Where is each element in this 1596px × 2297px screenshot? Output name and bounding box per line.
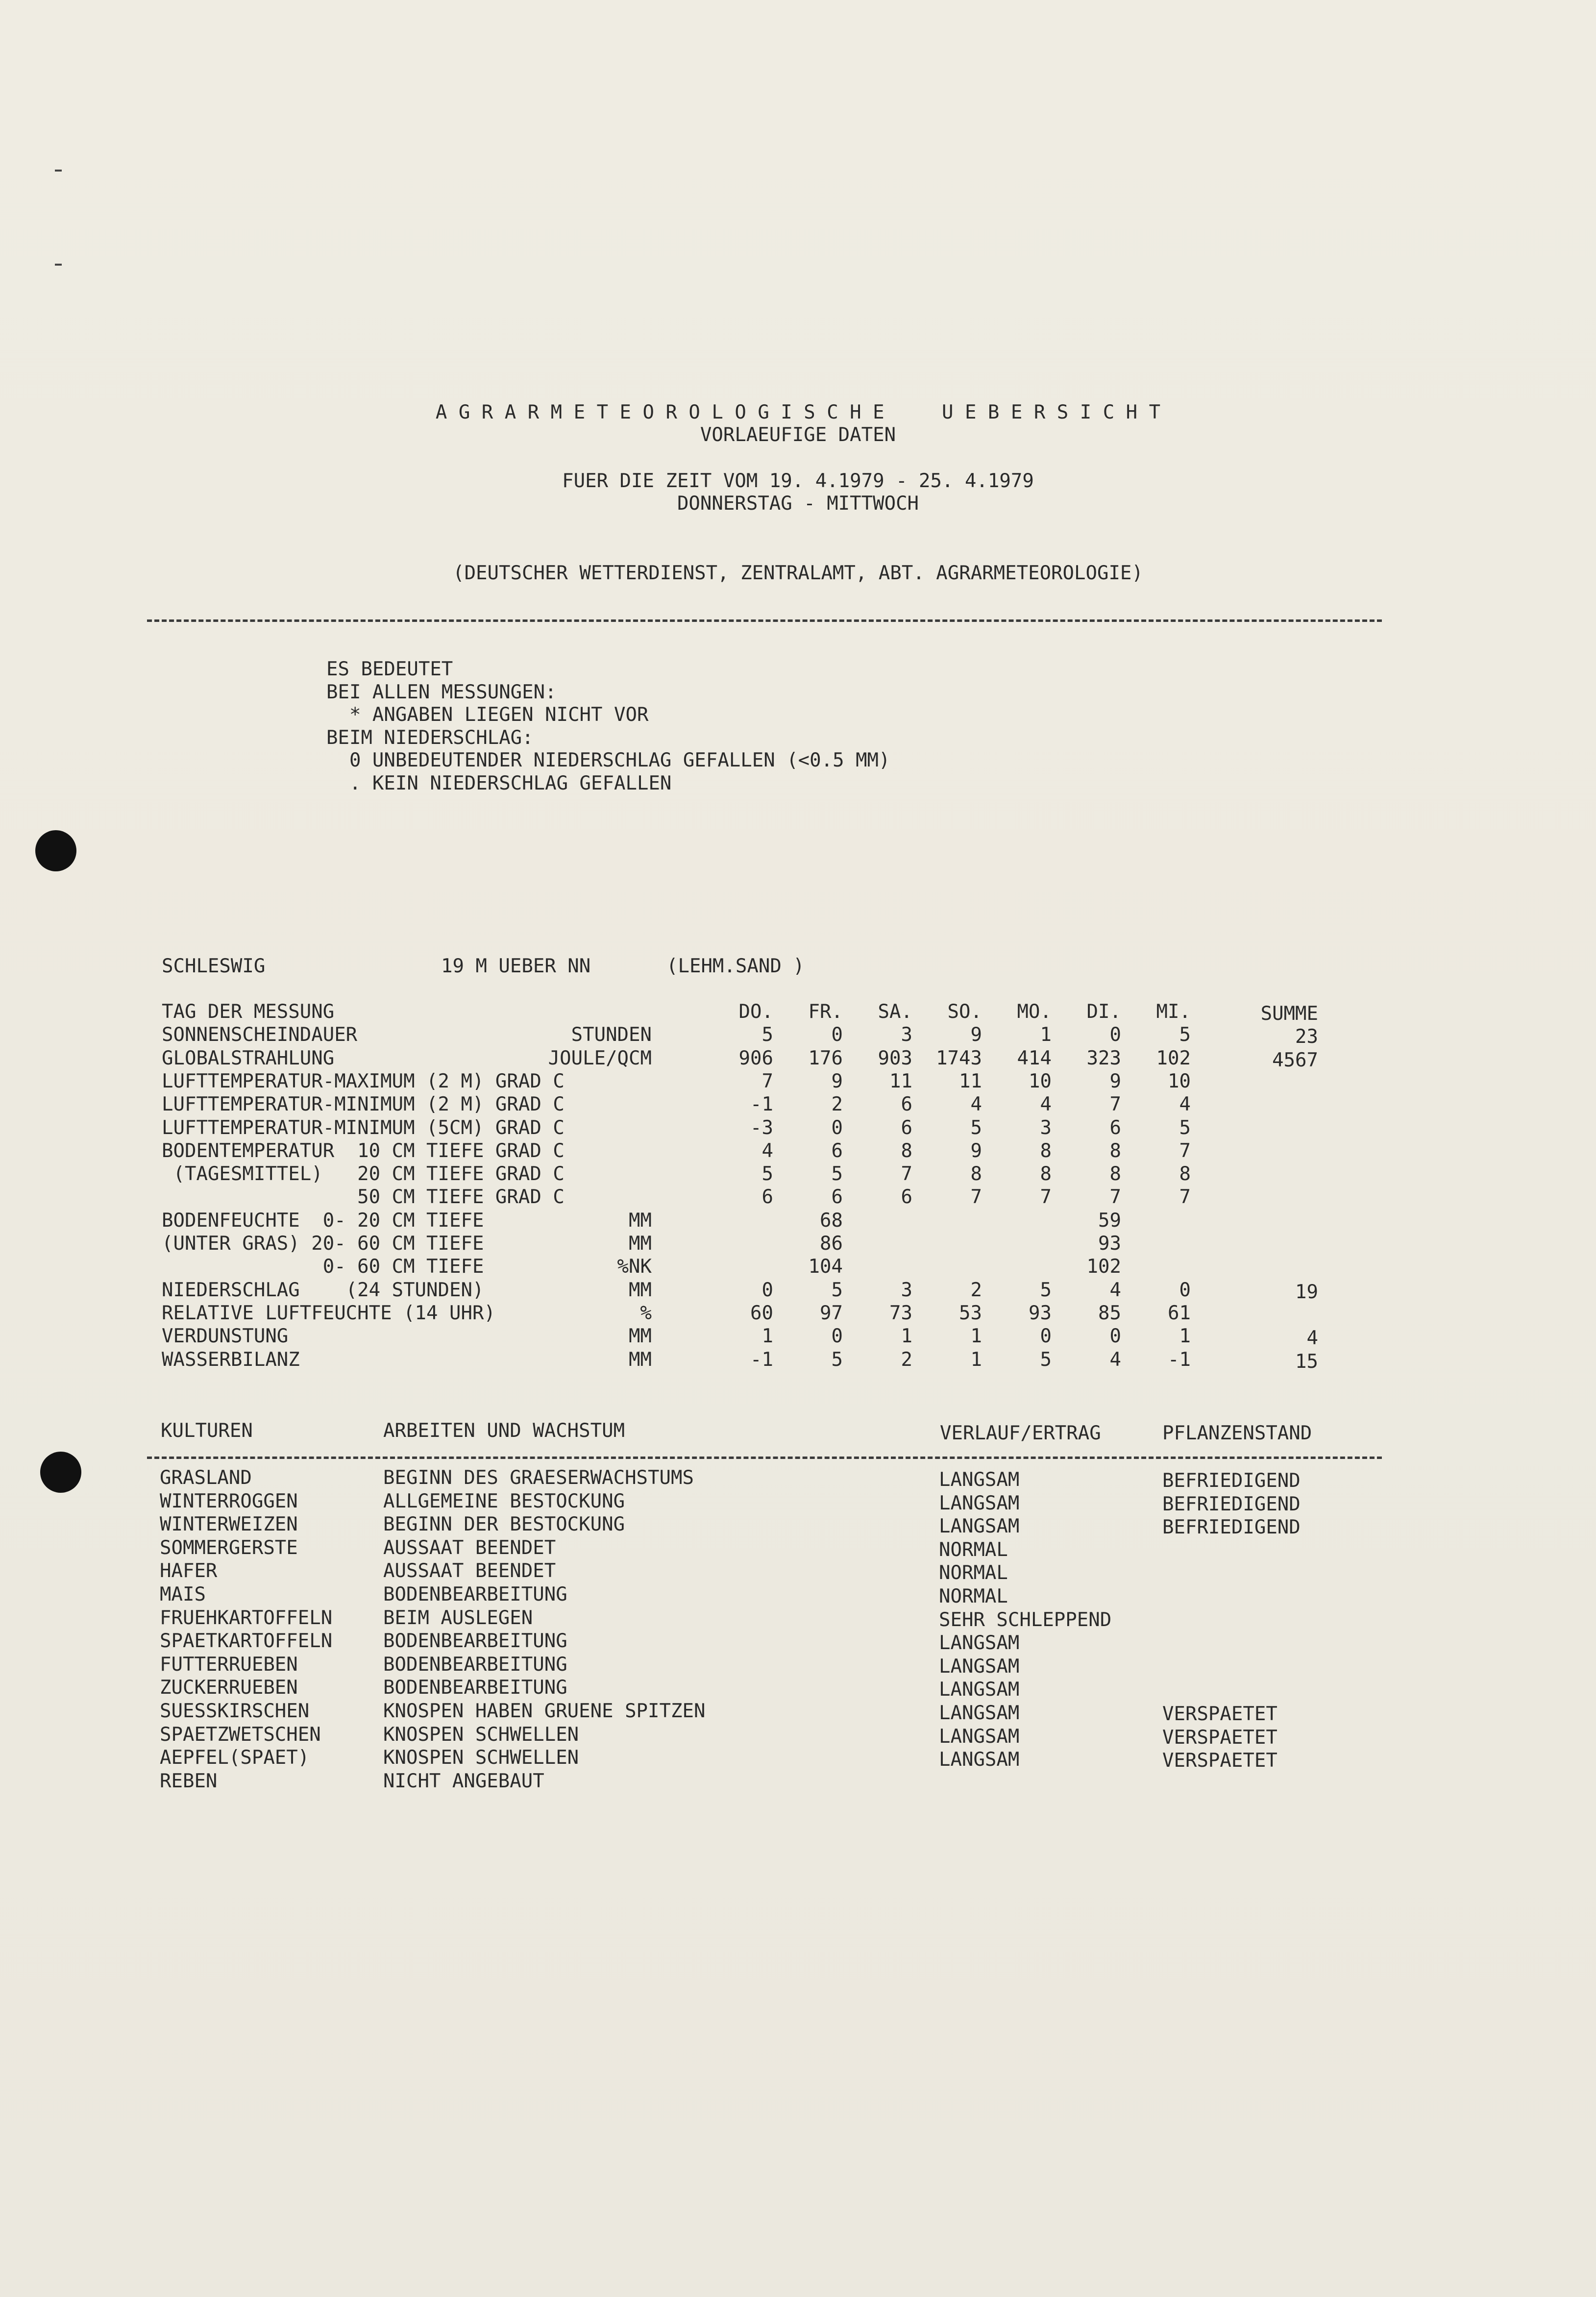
measure-value: 8 [1109,1163,1121,1186]
crop-name: SPAETZWETSCHEN [160,1723,321,1746]
measure-value: 9 [970,1024,982,1046]
punch-hole [35,830,76,871]
measure-value: 0 [1179,1279,1191,1301]
measure-label: LUFTTEMPERATUR-MAXIMUM (2 M) GRAD C [162,1070,565,1092]
legend-line: * ANGABEN LIEGEN NICHT VOR [326,704,649,726]
divider [147,619,1382,622]
measure-label: BODENTEMPERATUR 10 CM TIEFE GRAD C [162,1139,565,1162]
measure-value: 5 [970,1116,982,1139]
measure-unit: MM [629,1348,652,1371]
measure-value: 102 [1086,1256,1121,1278]
measure-value: 93 [1098,1233,1121,1255]
measure-label: 50 CM TIEFE GRAD C [162,1186,565,1209]
measure-value: 6 [1109,1116,1121,1139]
measure-value: 176 [808,1047,843,1069]
crop-progress: NORMAL [939,1538,1008,1561]
crop-progress: LANGSAM [939,1702,1020,1724]
measure-value: 8 [1040,1139,1052,1162]
measure-label: NIEDERSCHLAG (24 STUNDEN) [162,1279,484,1301]
measure-value: -1 [1168,1348,1191,1371]
measure-value: 7 [970,1186,982,1209]
measure-value: -1 [750,1348,773,1371]
measure-sum: 4567 [1272,1049,1318,1071]
measure-value: 59 [1098,1209,1121,1232]
crop-name: HAFER [160,1560,218,1582]
measure-sum: 19 [1295,1281,1318,1303]
measure-unit: STUNDEN [571,1024,652,1046]
day-header: MI. [1156,1001,1191,1023]
crop-stand: VERSPAETET [1162,1726,1277,1749]
crop-work: BEGINN DES GRAESERWACHSTUMS [383,1467,694,1489]
measure-value: 4 [1109,1279,1121,1301]
measure-value: 2 [970,1279,982,1301]
measure-value: 5 [831,1348,843,1371]
measure-value: 3 [1040,1116,1052,1139]
crops-header-work: ARBEITEN UND WACHSTUM [383,1420,625,1442]
day-header: DO. [738,1001,773,1023]
crop-name: MAIS [160,1583,206,1605]
crop-progress: LANGSAM [939,1725,1020,1748]
crop-progress: NORMAL [939,1562,1008,1584]
measure-value: 323 [1086,1047,1121,1069]
report-days: DONNERSTAG - MITTWOCH [677,493,919,515]
measure-value: 4 [761,1139,773,1162]
crop-work: BEGINN DER BESTOCKUNG [383,1513,625,1536]
measure-value: 1743 [936,1047,982,1069]
report-subtitle: VORLAEUFIGE DATEN [700,424,896,446]
crop-name: SPAETKARTOFFELN [160,1630,333,1653]
measure-value: 6 [901,1093,912,1116]
measure-value: 73 [889,1302,912,1324]
measure-value: 6 [831,1139,843,1162]
measure-value: 1 [901,1325,912,1348]
measure-value: 4 [970,1093,982,1116]
measure-unit: MM [629,1279,652,1301]
measure-value: 93 [1029,1302,1052,1324]
crop-work: BODENBEARBEITUNG [383,1653,567,1676]
day-header: SA. [878,1001,912,1023]
crop-work: AUSSAAT BEENDET [383,1536,556,1559]
legend-line: . KEIN NIEDERSCHLAG GEFALLEN [326,772,672,794]
measure-value: 5 [1040,1279,1052,1301]
crop-name: WINTERWEIZEN [160,1513,298,1536]
measure-value: 85 [1098,1302,1121,1324]
crop-stand: BEFRIEDIGEND [1162,1493,1301,1515]
measure-value: 0 [831,1325,843,1348]
measure-label: (UNTER GRAS) 20- 60 CM TIEFE [162,1233,484,1255]
report-period: FUER DIE ZEIT VOM 19. 4.1979 - 25. 4.1979 [562,470,1034,492]
day-header: MO. [1017,1001,1052,1023]
measure-value: 11 [889,1070,912,1092]
measure-value: 0 [831,1116,843,1139]
crop-progress: NORMAL [939,1585,1008,1607]
measure-value: 4 [1109,1348,1121,1371]
measure-label: (TAGESMITTEL) 20 CM TIEFE GRAD C [162,1163,565,1186]
measure-value: 53 [959,1302,982,1324]
measure-value: 1 [761,1325,773,1348]
measure-label: VERDUNSTUNG [162,1325,289,1348]
measure-value: 8 [1179,1163,1191,1186]
measure-unit: %NK [617,1256,652,1278]
measure-value: 7 [1040,1186,1052,1209]
crops-header-culture: KULTUREN [161,1420,253,1442]
crop-work: BODENBEARBEITUNG [383,1677,567,1699]
crop-work: KNOSPEN SCHWELLEN [383,1723,579,1746]
measure-value: 2 [901,1348,912,1371]
measure-value: 0 [1109,1024,1121,1046]
legend-line: BEIM NIEDERSCHLAG: [326,726,534,749]
crop-work: AUSSAAT BEENDET [383,1560,556,1582]
crops-header-progress: VERLAUF/ERTRAG [940,1422,1101,1444]
crop-name: GRASLAND [160,1467,252,1489]
crop-progress: SEHR SCHLEPPEND [939,1608,1112,1631]
crop-work: ALLGEMEINE BESTOCKUNG [383,1490,625,1512]
measure-sum: 4 [1306,1327,1318,1350]
measure-value: 0 [831,1024,843,1046]
crop-work: KNOSPEN HABEN GRUENE SPITZEN [383,1700,706,1722]
measure-unit: MM [629,1233,652,1255]
measure-value: 6 [901,1186,912,1209]
crop-name: FRUEHKARTOFFELN [160,1606,333,1629]
crop-stand: BEFRIEDIGEND [1162,1516,1301,1539]
measure-value: 7 [761,1070,773,1092]
measure-value: 7 [1179,1139,1191,1162]
measure-value: 68 [820,1209,843,1232]
measure-value: 5 [761,1024,773,1046]
measure-value: 6 [761,1186,773,1209]
measure-value: 4 [1040,1093,1052,1116]
measure-value: 8 [1040,1163,1052,1186]
crop-progress: LANGSAM [939,1515,1020,1538]
report-source: (DEUTSCHER WETTERDIENST, ZENTRALAMT, ABT. AGRARMETEOROLOGIE) [453,562,1143,584]
crop-work: BEIM AUSLEGEN [383,1606,533,1629]
measure-value: -3 [750,1116,773,1139]
punch-hole [40,1452,81,1493]
sum-header: SUMME [1260,1003,1318,1025]
measure-label: GLOBALSTRAHLUNG [162,1047,335,1069]
measure-value: 0 [1040,1325,1052,1348]
crop-work: BODENBEARBEITUNG [383,1630,567,1653]
measure-value: 414 [1017,1047,1052,1069]
day-header: FR. [808,1001,843,1023]
measure-value: 11 [959,1070,982,1092]
crop-progress: LANGSAM [939,1655,1020,1678]
crop-progress: LANGSAM [939,1679,1020,1701]
measure-value: 6 [831,1186,843,1209]
measure-value: 4 [1179,1093,1191,1116]
measure-unit: JOULE/QCM [548,1047,652,1069]
scan-mark [55,170,62,172]
day-header-label: TAG DER MESSUNG [162,1001,335,1023]
measure-value: 9 [831,1070,843,1092]
crop-progress: LANGSAM [939,1492,1020,1514]
measure-label: RELATIVE LUFTFEUCHTE (14 UHR) [162,1302,495,1324]
measure-value: 7 [1109,1093,1121,1116]
crop-progress: LANGSAM [939,1469,1020,1491]
measure-value: 1 [1179,1325,1191,1348]
station-elevation: 19 M UEBER NN [441,955,591,977]
measure-value: 6 [901,1116,912,1139]
measure-value: 2 [831,1093,843,1116]
measure-value: 903 [878,1047,912,1069]
day-header: SO. [947,1001,982,1023]
measure-value: 3 [901,1024,912,1046]
measure-value: 1 [1040,1024,1052,1046]
measure-value: 60 [750,1302,773,1324]
measure-value: 86 [820,1233,843,1255]
measure-value: 0 [761,1279,773,1301]
measure-value: 10 [1168,1070,1191,1092]
crop-name: FUTTERRUEBEN [160,1653,298,1676]
measure-value: 1 [970,1325,982,1348]
legend-line: 0 UNBEDEUTENDER NIEDERSCHLAG GEFALLEN (<0.5 MM) [326,749,890,771]
station-soil: (LEHM.SAND ) [666,955,805,977]
measure-label: LUFTTEMPERATUR-MINIMUM (2 M) GRAD C [162,1093,565,1116]
crop-name: SOMMERGERSTE [160,1536,298,1559]
measure-label: SONNENSCHEINDAUER [162,1024,358,1046]
measure-value: 0 [1109,1325,1121,1348]
measure-label: LUFTTEMPERATUR-MINIMUM (5CM) GRAD C [162,1116,565,1139]
measure-value: 5 [1179,1024,1191,1046]
day-header: DI. [1086,1001,1121,1023]
crop-name: SUESSKIRSCHEN [160,1700,310,1722]
legend-line: BEI ALLEN MESSUNGEN: [326,681,557,703]
measure-value: 5 [831,1279,843,1301]
report-title: A G R A R M E T E O R O L O G I S C H E U E B E R S I C H T [435,401,1161,423]
measure-value: -1 [750,1093,773,1116]
measure-unit: % [640,1302,652,1324]
measure-value: 5 [761,1163,773,1186]
measure-value: 104 [808,1256,843,1278]
measure-label: BODENFEUCHTE 0- 20 CM TIEFE [162,1209,484,1232]
measure-value: 3 [901,1279,912,1301]
crop-work: NICHT ANGEBAUT [383,1770,544,1792]
crop-progress: LANGSAM [939,1749,1020,1771]
crop-work: BODENBEARBEITUNG [383,1583,567,1605]
crop-progress: LANGSAM [939,1632,1020,1655]
legend-line: ES BEDEUTET [326,658,453,680]
station-name: SCHLESWIG [162,955,266,977]
measure-value: 1 [970,1348,982,1371]
measure-unit: MM [629,1209,652,1232]
measure-sum: 23 [1295,1026,1318,1048]
crops-header-stand: PFLANZENSTAND [1162,1422,1312,1444]
crops-header-divider [147,1457,1382,1459]
measure-value: 7 [901,1163,912,1186]
measure-value: 8 [970,1163,982,1186]
measure-value: 906 [738,1047,773,1069]
crop-name: AEPFEL(SPAET) [160,1747,310,1769]
measure-value: 102 [1156,1047,1191,1069]
measure-value: 7 [1179,1186,1191,1209]
measure-sum: 15 [1295,1350,1318,1373]
crop-name: REBEN [160,1770,218,1792]
measure-value: 61 [1168,1302,1191,1324]
measure-value: 97 [820,1302,843,1324]
crop-stand: VERSPAETET [1162,1703,1277,1725]
measure-label: 0- 60 CM TIEFE [162,1256,484,1278]
measure-value: 5 [1179,1116,1191,1139]
crop-stand: VERSPAETET [1162,1750,1277,1772]
crop-work: KNOSPEN SCHWELLEN [383,1747,579,1769]
measure-value: 7 [1109,1186,1121,1209]
measure-value: 9 [1109,1070,1121,1092]
scan-mark [55,264,62,266]
measure-value: 10 [1029,1070,1052,1092]
measure-value: 8 [901,1139,912,1162]
measure-value: 9 [970,1139,982,1162]
measure-value: 5 [831,1163,843,1186]
crop-stand: BEFRIEDIGEND [1162,1470,1301,1492]
measure-unit: MM [629,1325,652,1348]
crop-name: ZUCKERRUEBEN [160,1677,298,1699]
measure-label: WASSERBILANZ [162,1348,300,1371]
measure-value: 5 [1040,1348,1052,1371]
measure-value: 8 [1109,1139,1121,1162]
crop-name: WINTERROGGEN [160,1490,298,1512]
